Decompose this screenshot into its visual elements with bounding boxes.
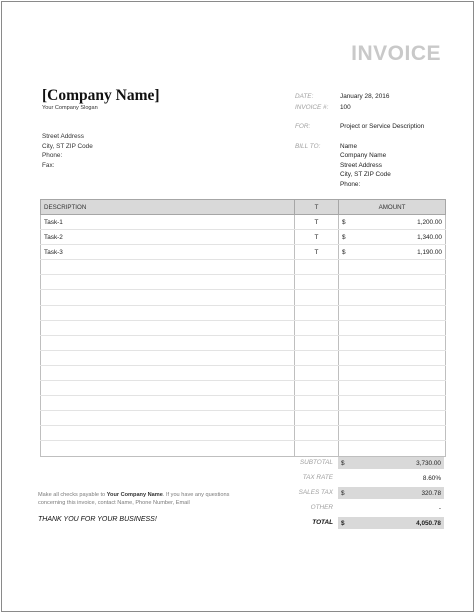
row-amount[interactable] — [339, 245, 446, 260]
row-description[interactable] — [41, 441, 295, 456]
note-prefix: Make all checks payable to — [38, 492, 107, 498]
row-description[interactable] — [41, 335, 295, 350]
row-amount[interactable] — [339, 260, 446, 275]
row-taxable[interactable] — [295, 350, 339, 365]
items-table — [40, 199, 446, 457]
company-fax: Fax: — [42, 162, 55, 169]
row-amount[interactable] — [339, 320, 446, 335]
row-taxable[interactable] — [295, 335, 339, 350]
total-label: TOTAL — [312, 519, 333, 526]
row-amount[interactable] — [339, 441, 446, 456]
table-row-empty — [41, 426, 446, 441]
row-amount-value: 1,340.00 — [417, 233, 442, 241]
row-amount[interactable] — [339, 230, 446, 245]
row-taxable[interactable] — [295, 320, 339, 335]
bill-to-name: Name — [340, 143, 358, 150]
bill-to-city: City, ST ZIP Code — [340, 171, 391, 178]
row-description[interactable] — [41, 426, 295, 441]
subtotal-box — [338, 457, 444, 469]
company-street: Street Address — [42, 133, 84, 140]
row-taxable[interactable]: T — [295, 245, 339, 260]
for-value: Project or Service Description — [340, 123, 425, 130]
table-row-empty — [41, 350, 446, 365]
subtotal-currency: $ — [341, 459, 345, 467]
note-company: Your Company Name — [106, 492, 163, 498]
row-taxable[interactable]: T — [295, 230, 339, 245]
row-taxable[interactable] — [295, 411, 339, 426]
row-description[interactable]: Task-2 — [41, 230, 295, 245]
row-amount[interactable] — [339, 365, 446, 380]
table-row-empty — [41, 335, 446, 350]
row-amount[interactable] — [339, 426, 446, 441]
row-amount[interactable] — [339, 290, 446, 305]
row-amount-value: 1,200.00 — [417, 218, 442, 226]
bill-to-street: Street Address — [340, 162, 382, 169]
row-currency: $ — [342, 218, 346, 226]
row-amount[interactable] — [339, 350, 446, 365]
row-taxable[interactable] — [295, 290, 339, 305]
other-box[interactable] — [338, 502, 444, 514]
row-amount[interactable] — [339, 215, 446, 230]
subtotal-value: 3,730.00 — [416, 459, 441, 467]
invoice-number-label: INVOICE #: — [295, 104, 329, 111]
row-description[interactable] — [41, 305, 295, 320]
company-slogan: Your Company Slogan — [42, 105, 98, 111]
row-description[interactable] — [41, 260, 295, 275]
row-currency: $ — [342, 248, 346, 256]
row-description[interactable]: Task-1 — [41, 215, 295, 230]
company-city: City, ST ZIP Code — [42, 143, 93, 150]
row-taxable[interactable] — [295, 396, 339, 411]
other-label: OTHER — [310, 504, 333, 511]
description-header: DESCRIPTION — [41, 200, 295, 215]
sales-tax-box — [338, 487, 444, 499]
row-description[interactable] — [41, 381, 295, 396]
row-description[interactable]: Task-3 — [41, 245, 295, 260]
table-row-empty — [41, 305, 446, 320]
tax-rate-box[interactable] — [338, 472, 444, 484]
row-taxable[interactable]: T — [295, 215, 339, 230]
sales-tax-label: SALES TAX — [298, 489, 333, 496]
items-table-header — [41, 200, 446, 215]
company-name: [Company Name] — [42, 87, 160, 104]
bill-to-company: Company Name — [340, 152, 387, 159]
row-amount[interactable] — [339, 335, 446, 350]
row-description[interactable] — [41, 350, 295, 365]
invoice-number-value: 100 — [340, 104, 351, 111]
table-row-empty — [41, 320, 446, 335]
row-currency: $ — [342, 233, 346, 241]
total-currency: $ — [341, 519, 345, 527]
row-taxable[interactable] — [295, 275, 339, 290]
row-amount[interactable] — [339, 381, 446, 396]
total-box — [338, 517, 444, 529]
table-row — [41, 245, 446, 260]
tax-rate-label: TAX RATE — [302, 474, 333, 481]
table-row-empty — [41, 411, 446, 426]
table-row-empty — [41, 290, 446, 305]
row-taxable[interactable] — [295, 381, 339, 396]
company-phone: Phone: — [42, 152, 63, 159]
sales-tax-value: 320.78 — [421, 489, 441, 497]
table-row-empty — [41, 275, 446, 290]
row-description[interactable] — [41, 290, 295, 305]
tax-rate-value: 8.60% — [422, 474, 441, 482]
table-row-empty — [41, 365, 446, 380]
row-amount[interactable] — [339, 396, 446, 411]
other-value: - — [438, 504, 441, 512]
invoice-title: INVOICE — [351, 42, 441, 65]
table-row-empty — [41, 441, 446, 456]
row-description[interactable] — [41, 320, 295, 335]
row-amount[interactable] — [339, 411, 446, 426]
amount-header: AMOUNT — [339, 200, 446, 215]
row-amount[interactable] — [339, 275, 446, 290]
row-description[interactable] — [41, 396, 295, 411]
row-taxable[interactable] — [295, 441, 339, 456]
table-row-empty — [41, 260, 446, 275]
row-description[interactable] — [41, 365, 295, 380]
for-label: FOR: — [295, 123, 311, 130]
date-value: January 28, 2016 — [340, 93, 390, 100]
subtotal-label: SUBTOTAL — [299, 459, 333, 466]
payment-note — [38, 491, 248, 507]
row-description[interactable] — [41, 275, 295, 290]
bill-to-phone: Phone: — [340, 181, 361, 188]
date-label: DATE: — [295, 93, 314, 100]
thank-you-message: THANK YOU FOR YOUR BUSINESS! — [38, 516, 157, 523]
table-row-empty — [41, 381, 446, 396]
t-header: T — [295, 200, 339, 215]
row-description[interactable] — [41, 411, 295, 426]
sales-tax-currency: $ — [341, 489, 345, 497]
row-taxable[interactable] — [295, 305, 339, 320]
total-value: 4,050.78 — [416, 519, 441, 527]
row-taxable[interactable] — [295, 260, 339, 275]
table-row-empty — [41, 396, 446, 411]
table-row — [41, 215, 446, 230]
row-amount[interactable] — [339, 305, 446, 320]
row-taxable[interactable] — [295, 426, 339, 441]
row-amount-value: 1,190.00 — [417, 248, 442, 256]
bill-to-label: BILL TO: — [295, 143, 321, 150]
note-suffix: . If you have any questions concerning this invoice, contact Name, Phone Number, Email — [38, 492, 230, 506]
table-row — [41, 230, 446, 245]
row-taxable[interactable] — [295, 365, 339, 380]
